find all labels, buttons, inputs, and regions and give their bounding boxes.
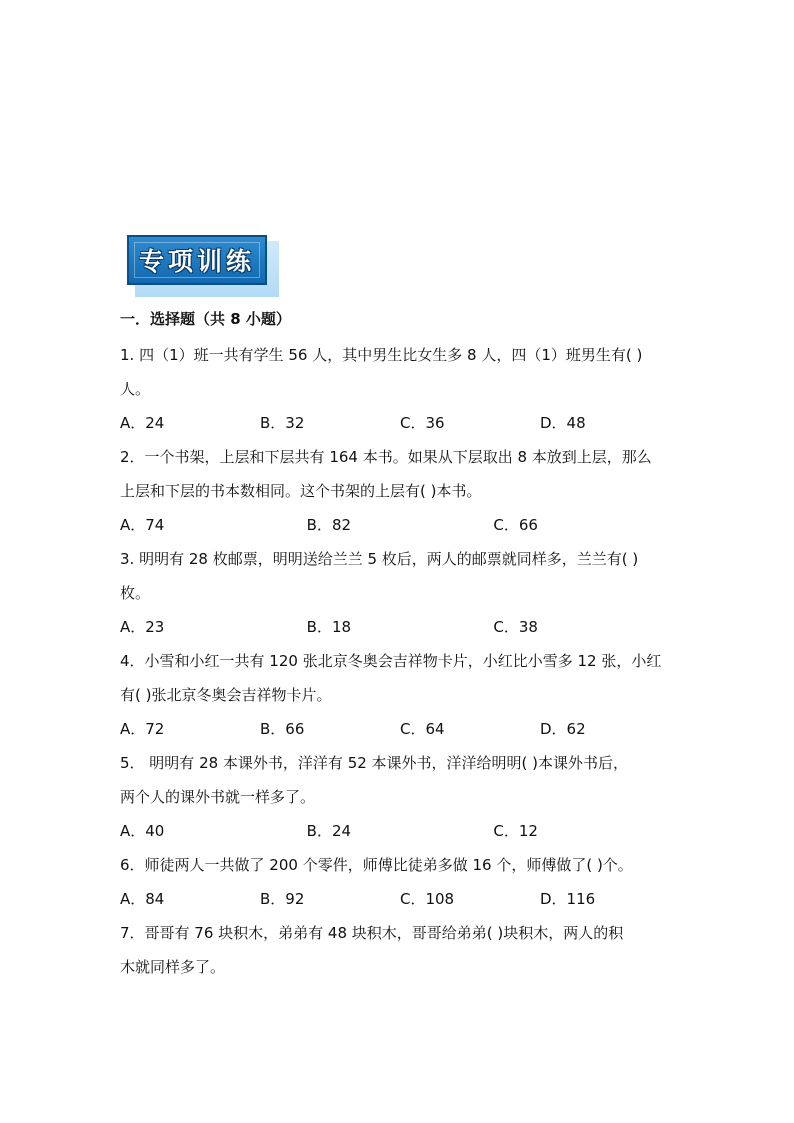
question-5-line-2: 两个人的课外书就一样多了。 <box>120 788 316 806</box>
question-1-options <box>120 406 680 440</box>
question-3-options <box>120 610 680 644</box>
option-b: B．24 <box>306 822 352 840</box>
question-4-options <box>120 712 680 746</box>
question-1-line-2: 人。 <box>120 380 151 398</box>
question-6-options <box>120 882 680 916</box>
banner-box <box>127 235 267 285</box>
option-b: B．92 <box>260 890 305 908</box>
question-4-line-1: 4．小雪和小红一共有 120 张北京冬奥会吉祥物卡片，小红比小雪多 12 张，小红 <box>120 652 662 670</box>
question-3-line-2: 枚。 <box>120 584 151 602</box>
question-4-line-2: 有( )张北京冬奥会吉祥物卡片。 <box>120 686 332 704</box>
question-5-options <box>120 814 680 848</box>
option-c: C．108 <box>400 890 455 908</box>
question-3-line-1: 3. 明明有 28 枚邮票，明明送给兰兰 5 枚后，两人的邮票就同样多，兰兰有( ) <box>120 550 639 568</box>
question-7-line-2: 木就同样多了。 <box>120 958 226 976</box>
option-d: D．48 <box>540 414 586 432</box>
section-banner <box>127 235 279 297</box>
option-b: B．82 <box>306 516 352 534</box>
question-2-line-1: 2．一个书架，上层和下层共有 164 本书。如果从下层取出 8 本放到上层，那么 <box>120 448 652 466</box>
option-b: B．66 <box>260 720 305 738</box>
question-6-line-1: 6．师徒两人一共做了 200 个零件，师傅比徒弟多做 16 个，师傅做了( )个。 <box>120 856 633 874</box>
option-a: A．74 <box>120 516 165 534</box>
option-d: D．116 <box>540 890 596 908</box>
question-5-line-1: 5． 明明有 28 本课外书，洋洋有 52 本课外书，洋洋给明明( )本课外书后， <box>120 754 629 772</box>
section-heading: 一．选择题（共 8 小题） <box>120 310 291 328</box>
option-a: A．84 <box>120 890 165 908</box>
question-2-line-2: 上层和下层的书本数相同。这个书架的上层有( )本书。 <box>120 482 482 500</box>
banner-title: 专项训练 <box>138 247 255 276</box>
option-a: A．24 <box>120 414 165 432</box>
question-2-options <box>120 508 680 542</box>
option-d: D．62 <box>540 720 586 738</box>
option-c: C．66 <box>493 516 538 534</box>
option-b: B．18 <box>306 618 352 636</box>
question-1-line-1: 1. 四（1）班一共有学生 56 人，其中男生比女生多 8 人，四（1）班男生有( ) <box>120 346 643 364</box>
question-7-line-1: 7．哥哥有 76 块积木，弟弟有 48 块积木，哥哥给弟弟( )块积木，两人的积 <box>120 924 624 942</box>
question-content <box>120 306 680 984</box>
option-a: A．40 <box>120 822 165 840</box>
option-c: C．12 <box>493 822 538 840</box>
option-c: C．64 <box>400 720 445 738</box>
option-c: C．38 <box>493 618 538 636</box>
option-a: A．72 <box>120 720 165 738</box>
option-c: C．36 <box>400 414 445 432</box>
option-b: B．32 <box>260 414 305 432</box>
option-a: A．23 <box>120 618 165 636</box>
